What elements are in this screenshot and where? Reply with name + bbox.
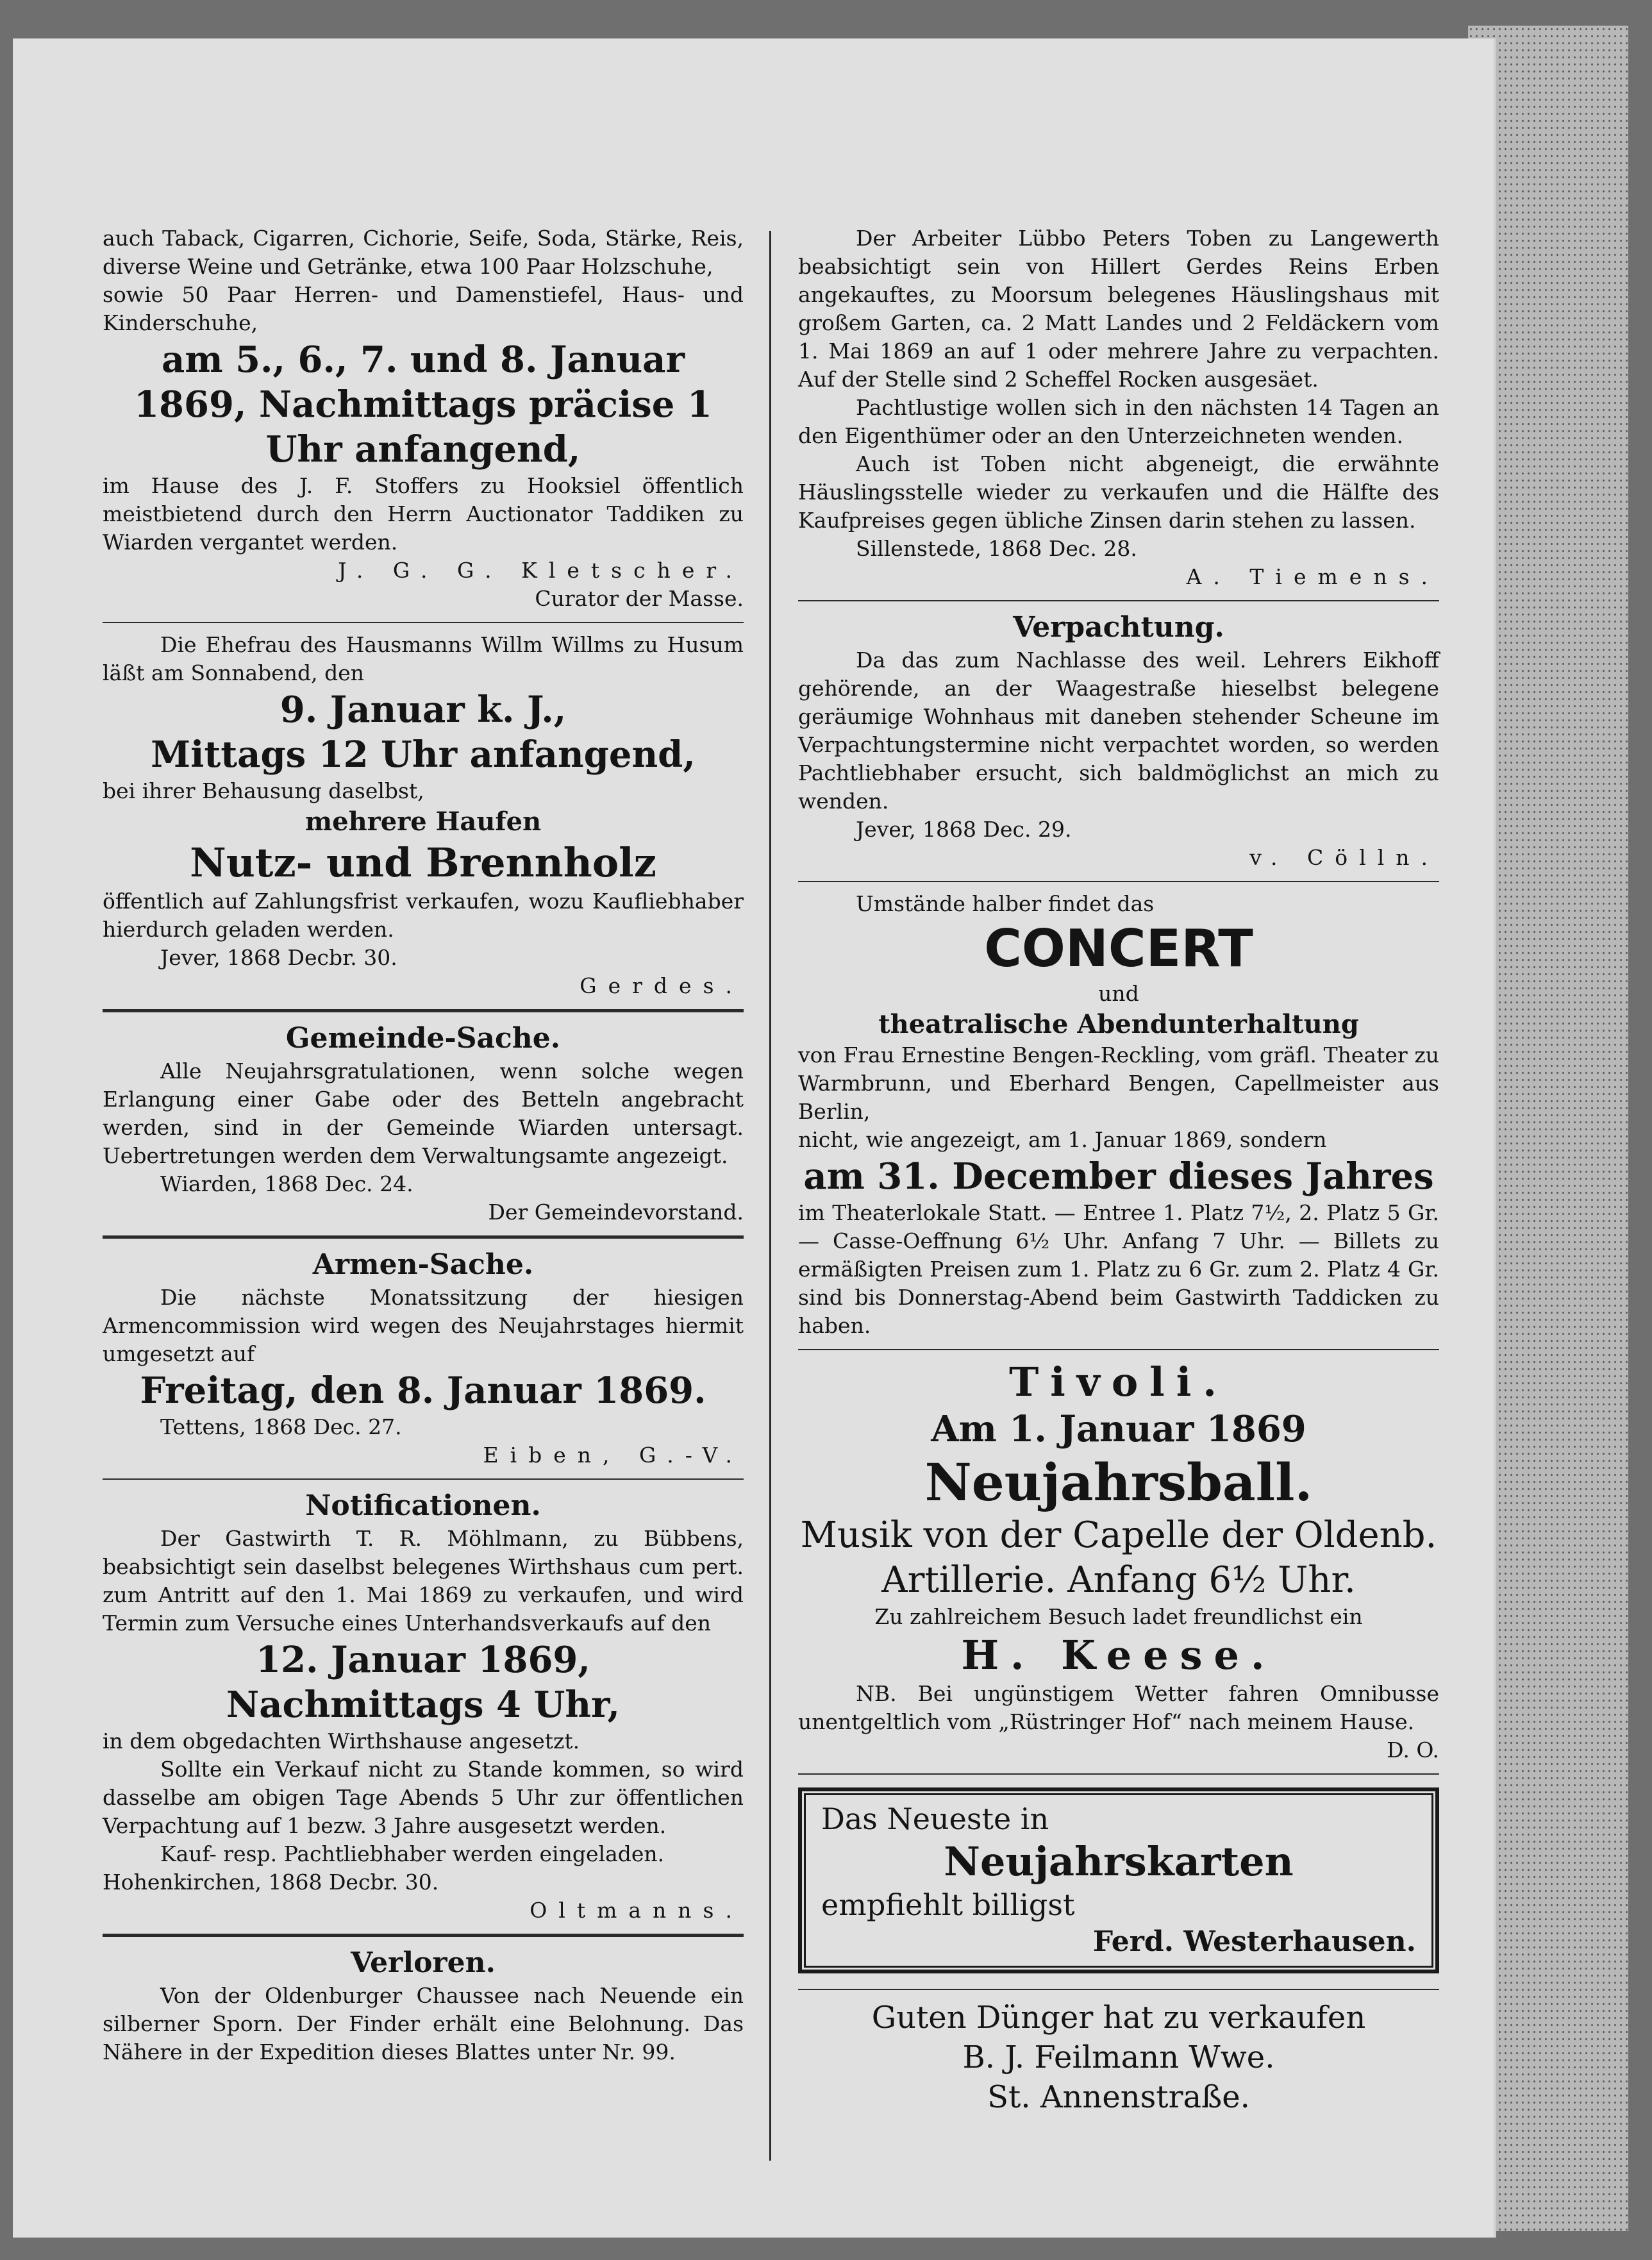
ad-heading: Tivoli. xyxy=(1009,1359,1228,1405)
ad-signature: D. O. xyxy=(1387,1737,1439,1762)
ad-heading: Armen-Sache. xyxy=(312,1248,534,1281)
ad-neujahrskarten xyxy=(798,1787,1439,1973)
ad-text: Die nächste Monatssitzung der hiesigen Armencommission wird wegen des Neujahrstages hiermit umgesetzt auf xyxy=(103,1285,744,1366)
ad-concert xyxy=(798,890,1439,1340)
ad-tivoli xyxy=(798,1358,1439,1764)
ad-text: Die Ehefrau des Hausmanns Willm Willms zu Husum läßt am Sonnabend, den xyxy=(103,632,744,685)
ad-signature: Der Gemeindevorstand. xyxy=(488,1200,744,1225)
ad-text: empfiehlt billigst xyxy=(821,1888,1075,1922)
ad-place-date: Jever, 1868 Dec. 29. xyxy=(856,817,1072,842)
ad-verloren xyxy=(103,1945,744,2066)
column-divider xyxy=(769,231,771,2161)
ad-text: Kauf- resp. Pachtliebhaber werden eingeladen. xyxy=(160,1841,665,1866)
ad-text: und xyxy=(1098,981,1139,1006)
ad-signature: J. G. G. Kletscher. xyxy=(338,558,744,583)
ad-text: NB. Bei ungünstigem Wetter fahren Omnibusse unentgeltlich vom „Rüstringer Hof“ nach meinem Hause. xyxy=(798,1681,1439,1734)
ad-text: Musik von der Capelle der Oldenb. Artillerie. Anfang 6½ Uhr. xyxy=(800,1514,1437,1601)
ad-place-date: Sillenstede, 1868 Dec. 28. xyxy=(856,536,1137,561)
newspaper-page xyxy=(13,38,1494,2238)
ad-notificationen xyxy=(103,1487,744,1925)
ad-text: Umstände halber findet das xyxy=(856,891,1155,916)
separator xyxy=(798,1349,1439,1350)
ad-signature: A. Tiemens. xyxy=(1186,564,1439,589)
ad-text: Pachtlustige wollen sich in den nächsten 14 Tagen an den Eigenthümer oder an den Unterzeichneten wenden. xyxy=(798,395,1439,448)
ad-headline: Neujahrskarten xyxy=(944,1838,1294,1885)
ad-text: von Frau Ernestine Bengen-Reckling, vom gräfl. Theater zu Warmbrunn, und Eberhard Bengen, Capellmeister aus Berlin, xyxy=(798,1042,1439,1124)
ad-time: Mittags 12 Uhr anfangend, xyxy=(151,733,696,776)
ad-text: Da das zum Nachlasse des weil. Lehrers Eikhoff gehörende, an der Waagestraße hieselbst belegene geräumige Wohnhaus mit daneben stehender Scheune im Verpachtungstermine nicht verpachtet worden, so werden Pachtliebhaber ersucht, sich baldmöglichst an mich zu wenden. xyxy=(798,648,1439,814)
ad-date: am 31. December dieses Jahres xyxy=(803,1155,1434,1198)
ad-subheading: mehrere Haufen xyxy=(305,807,542,837)
ad-text: auch Taback, Cigarren, Cichorie, Seife, Soda, Stärke, Reis, diverse Weine und Getränke, etwa 100 Paar Holzschuhe, xyxy=(103,226,744,279)
ad-text: Der Arbeiter Lübbo Peters Toben zu Langewerth beabsichtigt sein von Hillert Gerdes Reins Erben angekauftes, zu Moorsum belegenes Häuslingshaus mit großem Garten, ca. 2 Matt Landes und 2 Feldäckern vom 1. Mai 1869 an auf 1 oder mehrere Jahre zu verpachten. Auf der Stelle sind 2 Scheffel Rocken ausgesäet. xyxy=(798,226,1439,392)
left-column xyxy=(103,224,744,2075)
separator xyxy=(798,600,1439,601)
separator xyxy=(798,881,1439,882)
ad-place-date: Hohenkirchen, 1868 Decbr. 30. xyxy=(103,1870,439,1895)
ad-text: bei ihrer Behausung daselbst, xyxy=(103,778,424,803)
ad-date: am 5., 6., 7. und 8. Januar 1869, Nachmittags präcise 1 Uhr anfangend, xyxy=(134,339,712,471)
ad-headline: CONCERT xyxy=(984,919,1253,978)
separator xyxy=(103,1478,744,1480)
ad-auction-stoffers xyxy=(103,224,744,613)
ad-signature: Ferd. Westerhausen. xyxy=(1092,1925,1416,1958)
ad-firewood-sale xyxy=(103,631,744,1000)
ad-text: sowie 50 Paar Herren- und Damenstiefel, Haus- und Kinderschuhe, xyxy=(103,282,744,335)
separator xyxy=(103,1235,744,1239)
ad-heading: Notificationen. xyxy=(305,1489,541,1522)
ad-signature: v. Cölln. xyxy=(1249,845,1439,870)
ad-heading: Verloren. xyxy=(351,1946,496,1979)
ad-signature: Eiben, G.-V. xyxy=(483,1443,744,1468)
ad-date: 12. Januar 1869, xyxy=(256,1639,590,1681)
ad-heading: Gemeinde-Sache. xyxy=(285,1022,561,1055)
ad-place-date: Wiarden, 1868 Dec. 24. xyxy=(160,1171,413,1196)
ad-verpachtung xyxy=(798,609,1439,872)
ad-text: Auch ist Toben nicht abgeneigt, die erwähnte Häuslingsstelle wieder zu verkaufen und die Hälfte des Kaufpreises gegen übliche Zinsen darin stehen zu lassen. xyxy=(798,451,1439,533)
ad-time: Nachmittags 4 Uhr, xyxy=(226,1684,620,1726)
ad-signature: H. Keese. xyxy=(961,1632,1276,1678)
ad-text: öffentlich auf Zahlungsfrist verkaufen, wozu Kaufliebhaber hierdurch geladen werden. xyxy=(103,889,744,942)
ad-signature-title: Curator der Masse. xyxy=(535,586,744,611)
ad-date: Freitag, den 8. Januar 1869. xyxy=(140,1369,706,1412)
separator xyxy=(798,1989,1439,1990)
ad-text: Zu zahlreichem Besuch ladet freundlichst ein xyxy=(874,1604,1363,1629)
ad-duenger xyxy=(798,1998,1439,2117)
separator xyxy=(103,622,744,623)
ad-text: Sollte ein Verkauf nicht zu Stande kommen, so wird dasselbe am obigen Tage Abends 5 Uhr zur öffentlichen Verpachtung auf 1 bezw. 3 Jahre ausgesetzt werden. xyxy=(103,1757,744,1838)
ad-date: 9. Januar k. J., xyxy=(280,689,567,731)
ad-text: Alle Neujahrsgratulationen, wenn solche wegen Erlangung einer Gabe oder des Betteln angebracht werden, sind in der Gemeinde Wiarden untersagt. Uebertretungen werden dem Verwaltungsamte angezeigt. xyxy=(103,1059,744,1168)
ad-text: Von der Oldenburger Chaussee nach Neuende ein silberner Sporn. Der Finder erhält eine Belohnung. Das Nähere in der Expedition dieses Blattes unter Nr. 99. xyxy=(103,1983,744,2064)
separator xyxy=(798,1773,1439,1775)
ad-signature: B. J. Feilmann Wwe. xyxy=(962,2039,1275,2075)
ad-armen-sache xyxy=(103,1246,744,1469)
ad-headline: Neujahrsball. xyxy=(924,1452,1313,1512)
separator xyxy=(103,1009,744,1012)
ad-subheading: theatralische Abendunterhaltung xyxy=(878,1009,1359,1039)
ad-place-date: Jever, 1868 Decbr. 30. xyxy=(160,945,397,970)
ad-text: Guten Dünger hat zu verkaufen xyxy=(871,2000,1366,2036)
ad-text: nicht, wie angezeigt, am 1. Januar 1869, sondern xyxy=(798,1127,1327,1152)
ad-text: Der Gastwirth T. R. Möhlmann, zu Bübbens, beabsichtigt sein daselbst belegenes Wirthshaus cum pert. zum Antritt auf den 1. Mai 1869 zu verkaufen, und wird Termin zum Versuche eines Unterhandsverkaufs auf den xyxy=(103,1526,744,1636)
ad-signature: Gerdes. xyxy=(580,973,744,998)
ad-text: Das Neueste in xyxy=(821,1802,1049,1836)
ad-address: St. Annenstraße. xyxy=(987,2079,1250,2115)
ad-gemeinde-sache xyxy=(103,1020,744,1226)
ad-date: Am 1. Januar 1869 xyxy=(931,1408,1306,1450)
ad-signature: Oltmanns. xyxy=(530,1898,744,1923)
ad-place-date: Tettens, 1868 Dec. 27. xyxy=(160,1414,402,1439)
right-column xyxy=(798,224,1439,2126)
ad-text: im Hause des J. F. Stoffers zu Hooksiel öffentlich meistbietend durch den Herrn Auctionator Taddiken zu Wiarden vergantet werden. xyxy=(103,473,744,555)
ad-text: in dem obgedachten Wirthshause angesetzt. xyxy=(103,1728,580,1754)
ad-lease-toben xyxy=(798,224,1439,591)
ad-headline: Nutz- und Brennholz xyxy=(190,839,656,886)
ad-text: im Theaterlokale Statt. — Entree 1. Platz 7½, 2. Platz 5 Gr. — Casse-Oeffnung 6½ Uhr. Anfang 7 Uhr. — Billets zu ermäßigten Preisen zum 1. Platz zu 6 Gr. zum 2. Platz 4 Gr. sind bis Donnerstag-Abend beim Gastwirth Taddicken zu haben. xyxy=(798,1200,1439,1338)
ad-heading: Verpachtung. xyxy=(1013,611,1224,644)
separator xyxy=(103,1934,744,1937)
